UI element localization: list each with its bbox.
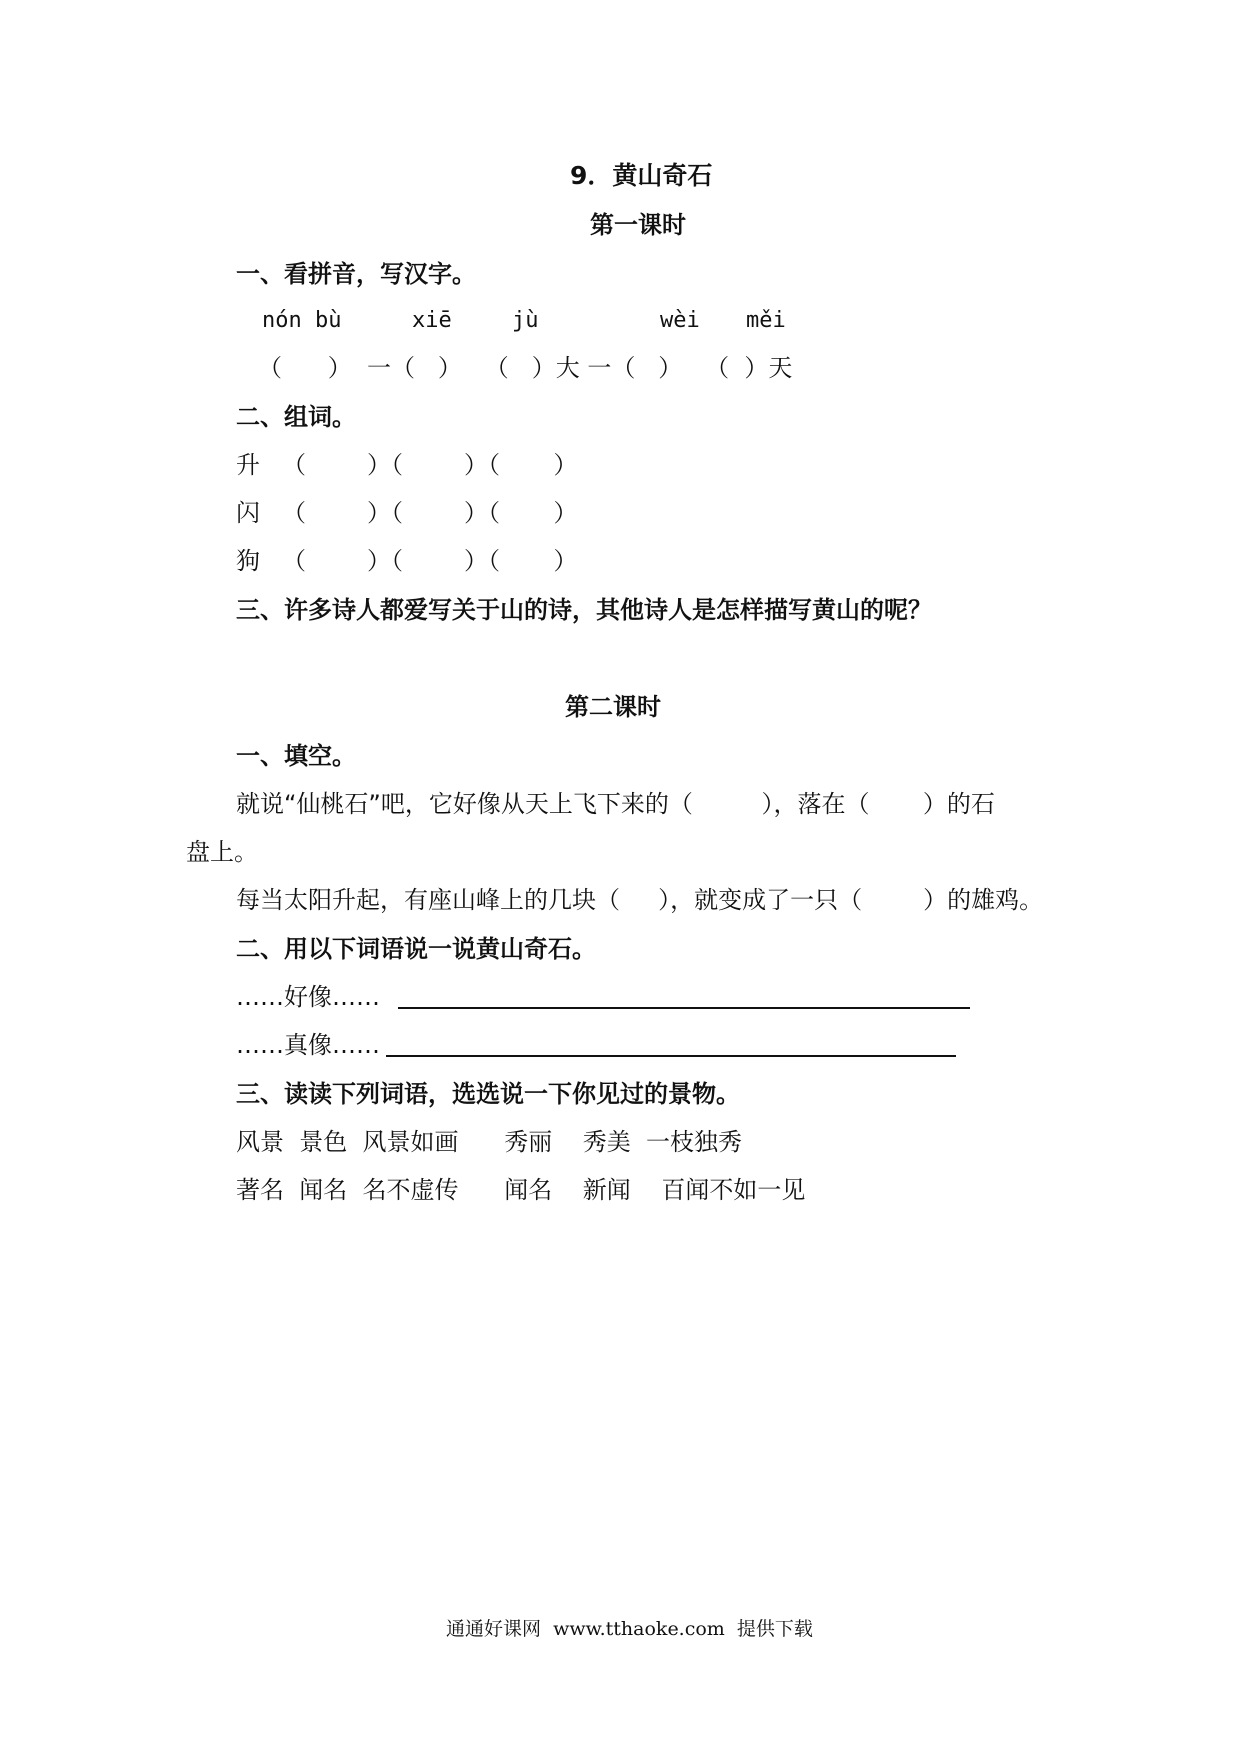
fill-blank-sentence-2[interactable]: 每当太阳升起，有座山峰上的几块（ ），就变成了一只（ ）的雄鸡。 bbox=[236, 886, 1044, 914]
prompt-zhenxiang: ……真像…… bbox=[236, 1031, 380, 1059]
read-words-heading: 三、读读下列词语，选选说一下你见过的景物。 bbox=[236, 1080, 740, 1108]
pinyin-3: jù bbox=[512, 308, 539, 333]
fill-blank-sentence-1[interactable]: 就说“仙桃石”吧，它好像从天上飞下来的（ ），落在（ ）的石 bbox=[236, 790, 995, 818]
pinyin-4: wèi bbox=[660, 308, 700, 333]
lesson-title: 9．黄山奇石 bbox=[570, 161, 713, 190]
q3-poem-heading: 三、许多诗人都爱写关于山的诗，其他诗人是怎样描写黄山的呢？ bbox=[236, 596, 932, 624]
fill-blank-heading: 一、填空。 bbox=[236, 742, 356, 770]
q2-word-heading: 二、组词。 bbox=[236, 403, 356, 431]
fill-blank-sentence-1-cont: 盘上。 bbox=[186, 838, 258, 866]
answer-line-2[interactable] bbox=[386, 1055, 956, 1057]
word-blanks-3[interactable]: （ ）（ ）（ ） bbox=[282, 547, 578, 575]
pinyin-2: xiē bbox=[412, 308, 452, 333]
word-char-2: 闪 bbox=[236, 499, 260, 527]
describe-rocks-heading: 二、用以下词语说一说黄山奇石。 bbox=[236, 935, 596, 963]
period-one-heading: 第一课时 bbox=[590, 211, 686, 239]
footer-source: 通通好课网 www.tthaoke.com 提供下载 bbox=[446, 1618, 813, 1640]
answer-line-1[interactable] bbox=[398, 1007, 970, 1009]
q1-pinyin-heading: 一、看拼音，写汉字。 bbox=[236, 260, 476, 288]
pinyin-5: měi bbox=[746, 308, 786, 333]
word-list-row-2: 著名 闻名 名不虚传 闻名 新闻 百闻不如一见 bbox=[236, 1176, 806, 1204]
pinyin-answer-blanks[interactable]: （ ） 一（ ） （ ）大 一（ ） （ ）天 bbox=[258, 354, 793, 382]
word-char-3: 狗 bbox=[236, 547, 260, 575]
word-char-1: 升 bbox=[236, 451, 260, 479]
pinyin-1: nón bù bbox=[262, 308, 342, 333]
word-blanks-1[interactable]: （ ）（ ）（ ） bbox=[282, 451, 578, 479]
period-two-heading: 第二课时 bbox=[565, 693, 661, 721]
prompt-haoxiang: ……好像…… bbox=[236, 983, 380, 1011]
word-list-row-1: 风景 景色 风景如画 秀丽 秀美 一枝独秀 bbox=[236, 1128, 743, 1156]
word-blanks-2[interactable]: （ ）（ ）（ ） bbox=[282, 499, 578, 527]
